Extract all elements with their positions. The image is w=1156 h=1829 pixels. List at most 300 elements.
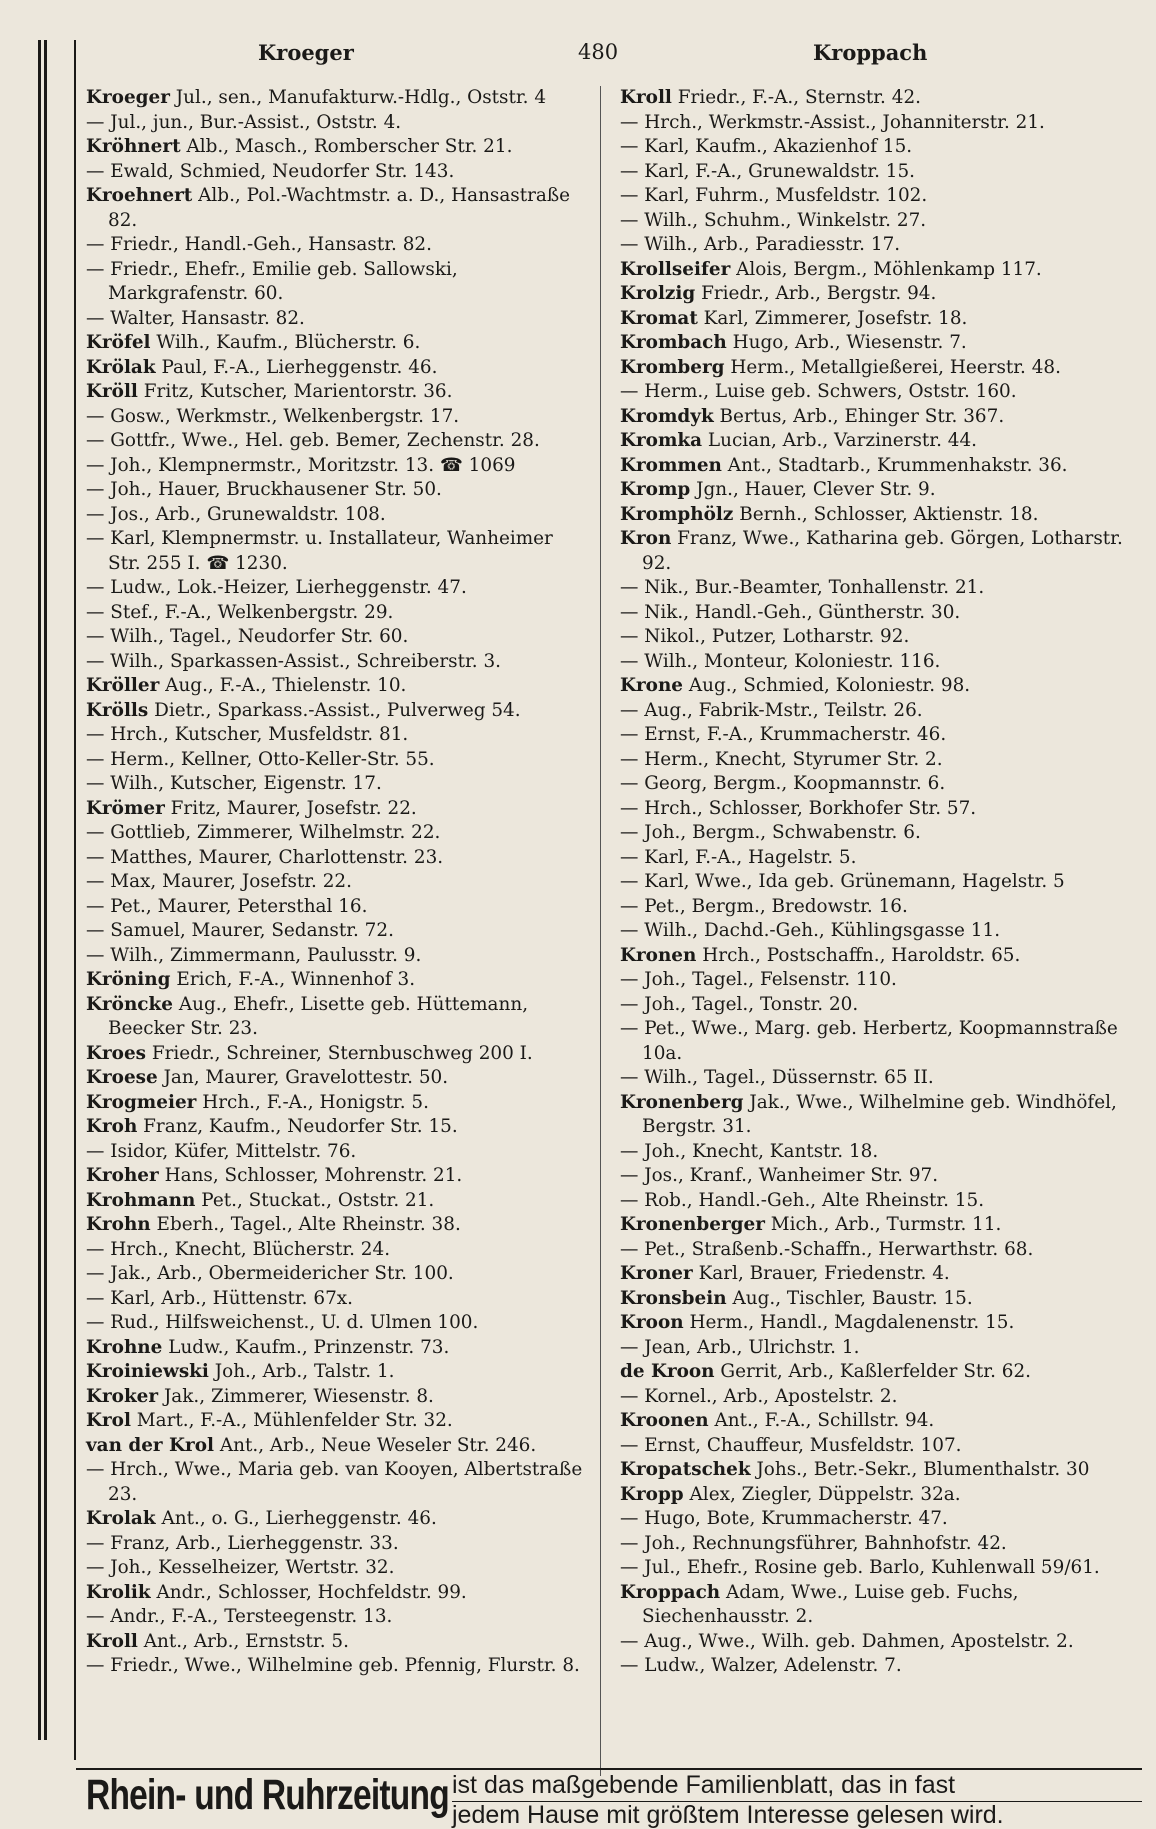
entry-details: — Rob., Handl.-Geh., Alte Rheinstr. 15. xyxy=(620,1189,985,1211)
entry-surname: Krolzig xyxy=(620,283,696,304)
entry-details: Herm., Handl., Magdalenenstr. 15. xyxy=(689,1312,1015,1333)
entry-surname: Kroher xyxy=(86,1165,159,1186)
directory-entry xyxy=(86,723,586,748)
directory-entry xyxy=(86,919,586,944)
entry-details: — Herm., Kellner, Otto-Keller-Str. 55. xyxy=(86,748,435,770)
entry-surname: Krolak xyxy=(86,1508,156,1529)
directory-entry xyxy=(86,478,586,503)
directory-entry xyxy=(620,1581,1140,1630)
entry-details: Dietr., Sparkass.-Assist., Pulverweg 54. xyxy=(154,699,521,721)
directory-entry xyxy=(620,527,1140,576)
entry-details: — Wilh., Sparkassen-Assist., Schreiberstr. 3. xyxy=(86,650,502,672)
entry-details: — Hrch., Kutscher, Musfeldstr. 81. xyxy=(86,724,409,745)
directory-entry xyxy=(86,674,586,699)
entry-details: — Isidor, Küfer, Mittelstr. 76. xyxy=(86,1140,357,1162)
directory-entry xyxy=(620,1091,1140,1140)
directory-entry xyxy=(86,1385,586,1410)
directory-entry xyxy=(620,454,1140,479)
entry-details: — Wilh., Schuhm., Winkelstr. 27. xyxy=(620,209,927,231)
directory-entry xyxy=(620,944,1140,969)
entry-details: — Jos., Kranf., Wanheimer Str. 97. xyxy=(620,1165,939,1186)
entry-surname: Kroese xyxy=(86,1067,158,1088)
entry-surname: Kröncke xyxy=(86,993,173,1015)
directory-entry xyxy=(86,1434,586,1459)
entry-details: Ant., o. G., Lierheggenstr. 46. xyxy=(161,1508,437,1529)
entry-details: — Wilh., Dachd.-Geh., Kühlingsgasse 11. xyxy=(620,920,1001,941)
entry-details: — Jean, Arb., Ulrichstr. 1. xyxy=(620,1336,860,1358)
entry-details: — Joh., Bergm., Schwabenstr. 6. xyxy=(620,822,921,843)
directory-entry xyxy=(620,1483,1140,1508)
entry-details: — Karl, Fuhrm., Musfeldstr. 102. xyxy=(620,185,928,206)
directory-entry xyxy=(86,870,586,895)
directory-entry xyxy=(86,454,586,479)
entry-details: — Franz, Arb., Lierheggenstr. 33. xyxy=(86,1532,399,1554)
directory-entry xyxy=(86,1409,586,1434)
directory-entry xyxy=(620,1189,1140,1214)
directory-entry xyxy=(620,233,1140,258)
entry-surname: Kröhnert xyxy=(86,136,181,157)
entry-details: — Wilh., Kutscher, Eigenstr. 17. xyxy=(86,773,382,794)
entry-surname: Kron xyxy=(620,528,672,549)
entry-details: Fritz, Maurer, Josefstr. 22. xyxy=(170,797,417,819)
directory-entry xyxy=(620,86,1140,111)
directory-entry xyxy=(86,1360,586,1385)
entry-surname: Kronen xyxy=(620,944,697,966)
directory-entry xyxy=(620,650,1140,675)
side-rule-outer xyxy=(38,40,41,1740)
entry-details: Paul, F.-A., Lierheggenstr. 46. xyxy=(161,356,438,378)
entry-surname: Kromdyk xyxy=(620,405,714,427)
side-rule-outer-2 xyxy=(44,40,47,1740)
directory-entry xyxy=(86,258,586,307)
entry-details: — Ludw., Walzer, Adelenstr. 7. xyxy=(620,1655,902,1676)
entry-details: Alois, Bergm., Möhlenkamp 117. xyxy=(736,258,1042,280)
directory-entry xyxy=(620,1336,1140,1361)
entry-details: Ludw., Kaufm., Prinzenstr. 73. xyxy=(168,1336,450,1358)
newspaper-ad-line2: jedem Hause mit größtem Interesse gelesen wird. xyxy=(452,1801,1142,1829)
entry-details: — Hugo, Bote, Krummacherstr. 47. xyxy=(620,1508,948,1529)
entry-details: Pet., Stuckat., Oststr. 21. xyxy=(201,1189,435,1211)
directory-entry xyxy=(86,405,586,430)
directory-entry xyxy=(86,1458,586,1507)
directory-entry xyxy=(620,846,1140,871)
directory-entry xyxy=(86,1238,586,1263)
entry-details: — Hrch., Schlosser, Borkhofer Str. 57. xyxy=(620,797,977,819)
directory-entry xyxy=(86,968,586,993)
entry-details: — Joh., Rechnungsführer, Bahnhofstr. 42. xyxy=(620,1532,1007,1554)
newspaper-ad-text xyxy=(452,1772,1142,1829)
entry-details: — Friedr., Handl.-Geh., Hansastr. 82. xyxy=(86,234,432,255)
directory-entry xyxy=(620,772,1140,797)
entry-details: — Nik., Handl.-Geh., Güntherstr. 30. xyxy=(620,601,961,623)
entry-details: Jgn., Hauer, Clever Str. 9. xyxy=(696,479,936,500)
directory-entry xyxy=(86,1213,586,1238)
entry-surname: Kroes xyxy=(86,1042,146,1064)
directory-entry xyxy=(86,503,586,528)
directory-entry xyxy=(620,870,1140,895)
entry-details: — Karl, Arb., Hüttenstr. 67x. xyxy=(86,1287,353,1309)
directory-entry xyxy=(86,748,586,773)
entry-surname: Kropp xyxy=(620,1483,684,1505)
entry-details: Ant., Arb., Neue Weseler Str. 246. xyxy=(219,1434,537,1456)
entry-surname: Kromberg xyxy=(620,356,725,378)
entry-details: Alb., Masch., Romberscher Str. 21. xyxy=(186,136,513,157)
directory-entry xyxy=(86,1605,586,1630)
entry-details: — Joh., Kesselheizer, Wertstr. 32. xyxy=(86,1557,395,1578)
directory-entry xyxy=(620,111,1140,136)
directory-entry xyxy=(620,674,1140,699)
directory-entry xyxy=(86,356,586,381)
entry-details: — Gottfr., Wwe., Hel. geb. Bemer, Zechenstr. 28. xyxy=(86,430,540,451)
entry-details: — Wilh., Tagel., Düssernstr. 65 II. xyxy=(620,1067,934,1088)
entry-surname: Kromphölz xyxy=(620,503,734,525)
newspaper-ad-title: Rhein- und Ruhrzeitung xyxy=(86,1771,449,1819)
entry-details: — Friedr., Ehefr., Emilie geb. Sallowski, Markgrafenstr. 60. xyxy=(86,258,458,304)
directory-entry xyxy=(86,160,586,185)
entry-details: Ant., Stadtarb., Krummenhakstr. 36. xyxy=(727,454,1068,476)
entry-details: — Karl, F.-A., Hagelstr. 5. xyxy=(620,846,857,868)
entry-details: — Hrch., Wwe., Maria geb. van Kooyen, Albertstraße 23. xyxy=(86,1459,583,1505)
entry-surname: Kronenberger xyxy=(620,1214,765,1235)
entry-details: Jan, Maurer, Gravelottestr. 50. xyxy=(163,1067,449,1088)
directory-entry xyxy=(86,331,586,356)
entry-details: — Max, Maurer, Josefstr. 22. xyxy=(86,871,352,892)
directory-entry xyxy=(86,821,586,846)
entry-surname: Kroner xyxy=(620,1263,693,1284)
directory-entry xyxy=(86,1262,586,1287)
entry-surname: Krol xyxy=(86,1410,131,1431)
entry-details: Adam, Wwe., Luise geb. Fuchs, Siechenhausstr. 2. xyxy=(642,1581,1019,1627)
directory-entry xyxy=(620,135,1140,160)
entry-details: — Pet., Bergm., Bredowstr. 16. xyxy=(620,895,908,917)
entry-surname: van der Krol xyxy=(86,1434,214,1456)
entry-details: — Wilh., Monteur, Koloniestr. 116. xyxy=(620,650,941,672)
directory-entry xyxy=(620,601,1140,626)
directory-entry xyxy=(86,111,586,136)
directory-entry xyxy=(620,895,1140,920)
directory-entry xyxy=(620,1213,1140,1238)
entry-details: — Aug., Fabrik-Mstr., Teilstr. 26. xyxy=(620,699,923,721)
entry-details: Alex, Ziegler, Düppelstr. 32a. xyxy=(689,1483,961,1505)
entry-surname: Krohne xyxy=(86,1336,163,1358)
directory-entry xyxy=(620,160,1140,185)
entry-details: — Ewald, Schmied, Neudorfer Str. 143. xyxy=(86,160,455,182)
entry-details: Herm., Metallgießerei, Heerstr. 48. xyxy=(730,356,1061,378)
entry-details: — Jul., jun., Bur.-Assist., Oststr. 4. xyxy=(86,111,402,133)
left-column xyxy=(86,86,586,1679)
directory-entry xyxy=(86,1336,586,1361)
directory-entry xyxy=(86,380,586,405)
entry-surname: Kroll xyxy=(620,87,672,108)
entry-details: — Ludw., Lok.-Heizer, Lierheggenstr. 47. xyxy=(86,577,467,598)
entry-details: — Jos., Arb., Grunewaldstr. 108. xyxy=(86,503,386,525)
directory-entry xyxy=(86,895,586,920)
entry-details: — Karl, Wwe., Ida geb. Grünemann, Hagelstr. 5 xyxy=(620,871,1065,892)
directory-entry xyxy=(620,699,1140,724)
directory-entry xyxy=(86,1581,586,1606)
entry-surname: Kroonen xyxy=(620,1410,709,1431)
right-column xyxy=(620,86,1140,1679)
entry-details: — Rud., Hilfsweichenst., U. d. Ulmen 100. xyxy=(86,1312,479,1333)
entry-details: Hrch., Postschaffn., Haroldstr. 65. xyxy=(702,944,1021,966)
column-divider xyxy=(600,86,601,1776)
directory-entry xyxy=(620,797,1140,822)
entry-surname: Kropatschek xyxy=(620,1459,751,1480)
entry-details: — Herm., Knecht, Styrumer Str. 2. xyxy=(620,748,943,770)
directory-entry xyxy=(86,1091,586,1116)
entry-surname: Kröfel xyxy=(86,332,151,353)
entry-details: Gerrit, Arb., Kaßlerfelder Str. 62. xyxy=(720,1361,1032,1382)
entry-details: Ant., F.-A., Schillstr. 94. xyxy=(714,1410,935,1431)
entry-details: — Ernst, Chauffeur, Musfeldstr. 107. xyxy=(620,1434,962,1456)
directory-entry xyxy=(86,601,586,626)
entry-details: Alb., Pol.-Wachtmstr. a. D., Hansastraße 82. xyxy=(108,185,571,231)
directory-entry xyxy=(86,944,586,969)
entry-details: — Jak., Arb., Obermeidericher Str. 100. xyxy=(86,1263,454,1284)
directory-entry xyxy=(86,846,586,871)
directory-entry xyxy=(86,1630,586,1655)
directory-entry xyxy=(620,405,1140,430)
entry-surname: Kronenberg xyxy=(620,1091,744,1113)
header-left-keyword: Kroeger xyxy=(258,40,354,65)
entry-details: Bernh., Schlosser, Aktienstr. 18. xyxy=(739,503,1039,525)
entry-details: — Wilh., Zimmermann, Paulusstr. 9. xyxy=(86,944,422,966)
entry-surname: Kroehnert xyxy=(86,185,193,206)
directory-entry xyxy=(86,576,586,601)
directory-entry xyxy=(86,1654,586,1679)
directory-entry xyxy=(86,135,586,160)
entry-details: Eberh., Tagel., Alte Rheinstr. 38. xyxy=(156,1214,461,1235)
entry-details: Mart., F.-A., Mühlenfelder Str. 32. xyxy=(136,1410,453,1431)
directory-entry xyxy=(620,1262,1140,1287)
directory-entry xyxy=(86,184,586,233)
entry-surname: Kromka xyxy=(620,430,703,451)
entry-details: — Jul., Ehefr., Rosine geb. Barlo, Kuhlenwall 59/61. xyxy=(620,1557,1100,1578)
entry-surname: Kröll xyxy=(86,381,138,402)
entry-surname: Krone xyxy=(620,675,684,696)
directory-entry xyxy=(620,1140,1140,1165)
entry-details: Johs., Betr.-Sekr., Blumenthalstr. 30 xyxy=(756,1459,1090,1480)
entry-details: — Herm., Luise geb. Schwers, Oststr. 160. xyxy=(620,381,1017,402)
entry-surname: Krolik xyxy=(86,1581,151,1603)
page-header xyxy=(78,40,1138,70)
directory-entry xyxy=(620,209,1140,234)
header-right-keyword: Kroppach xyxy=(813,40,928,65)
entry-details: — Andr., F.-A., Tersteegenstr. 13. xyxy=(86,1606,393,1627)
directory-entry xyxy=(86,429,586,454)
directory-entry xyxy=(86,1140,586,1165)
entry-details: — Pet., Maurer, Petersthal 16. xyxy=(86,895,368,917)
entry-details: — Aug., Wwe., Wilh. geb. Dahmen, Apostelstr. 2. xyxy=(620,1630,1074,1652)
directory-entry xyxy=(620,748,1140,773)
directory-entry xyxy=(620,356,1140,381)
entry-details: — Georg, Bergm., Koopmannstr. 6. xyxy=(620,773,946,794)
entry-details: Jak., Wwe., Wilhelmine geb. Windhöfel, Bergstr. 31. xyxy=(642,1091,1117,1137)
entry-details: Friedr., Arb., Bergstr. 94. xyxy=(701,283,937,304)
directory-entry xyxy=(620,331,1140,356)
directory-entry xyxy=(620,429,1140,454)
directory-entry xyxy=(86,1066,586,1091)
entry-details: Aug., Tischler, Baustr. 15. xyxy=(732,1287,973,1309)
newspaper-ad-line1: ist das maßgebende Familienblatt, das in fast xyxy=(452,1771,956,1799)
entry-details: Friedr., F.-A., Sternstr. 42. xyxy=(677,87,921,108)
entry-details: Franz, Wwe., Katharina geb. Görgen, Lotharstr. 92. xyxy=(642,528,1123,574)
entry-details: — Pet., Straßenb.-Schaffn., Herwarthstr. 68. xyxy=(620,1238,1034,1260)
entry-details: — Joh., Tagel., Tonstr. 20. xyxy=(620,993,859,1015)
directory-entry xyxy=(620,380,1140,405)
directory-entry xyxy=(86,772,586,797)
directory-entry xyxy=(620,282,1140,307)
entry-surname: Kroeger xyxy=(86,87,170,108)
entry-details: — Ernst, F.-A., Krummacherstr. 46. xyxy=(620,724,947,745)
directory-entry xyxy=(620,625,1140,650)
directory-entry xyxy=(86,1532,586,1557)
entry-details: — Hrch., Werkmstr.-Assist., Johanniterstr. 21. xyxy=(620,111,1045,133)
entry-surname: Krogmeier xyxy=(86,1091,197,1113)
entry-surname: Kroiniewski xyxy=(86,1361,209,1382)
entry-details: — Wilh., Arb., Paradiesstr. 17. xyxy=(620,234,901,255)
directory-entry xyxy=(86,86,586,111)
directory-entry xyxy=(86,699,586,724)
entry-surname: Kroll xyxy=(86,1630,138,1652)
entry-details: Ant., Arb., Ernststr. 5. xyxy=(143,1630,349,1652)
entry-surname: Kröning xyxy=(86,969,171,990)
entry-details: Franz, Kaufm., Neudorfer Str. 15. xyxy=(143,1116,458,1137)
entry-surname: Kromp xyxy=(620,479,691,500)
directory-entry xyxy=(620,993,1140,1018)
entry-details: Andr., Schlosser, Hochfeldstr. 99. xyxy=(156,1581,467,1603)
entry-details: Erich, F.-A., Winnenhof 3. xyxy=(176,969,416,990)
entry-details: — Karl, Kaufm., Akazienhof 15. xyxy=(620,136,913,157)
entry-details: Hrch., F.-A., Honigstr. 5. xyxy=(202,1091,429,1113)
entry-surname: Krohmann xyxy=(86,1189,196,1211)
entry-details: Karl, Brauer, Friedenstr. 4. xyxy=(698,1263,950,1284)
entry-surname: Kroon xyxy=(620,1312,684,1333)
entry-details: Lucian, Arb., Varzinerstr. 44. xyxy=(707,430,978,451)
directory-entry xyxy=(86,233,586,258)
directory-entry xyxy=(620,1066,1140,1091)
directory-entry xyxy=(620,919,1140,944)
entry-details: — Joh., Knecht, Kantstr. 18. xyxy=(620,1140,879,1162)
directory-entry xyxy=(86,650,586,675)
entry-details: Hugo, Arb., Wiesenstr. 7. xyxy=(732,332,967,353)
entry-surname: Kroker xyxy=(86,1385,159,1407)
directory-entry xyxy=(620,1164,1140,1189)
entry-surname: Krommen xyxy=(620,454,722,476)
entry-details: Bertus, Arb., Ehinger Str. 367. xyxy=(719,405,1005,427)
directory-entry xyxy=(620,307,1140,332)
entry-details: Wilh., Kaufm., Blücherstr. 6. xyxy=(156,332,421,353)
directory-entry xyxy=(86,1042,586,1067)
entry-details: — Joh., Klempnermstr., Moritzstr. 13. ☎ 1069 xyxy=(86,454,516,476)
entry-details: — Nikol., Putzer, Lotharstr. 92. xyxy=(620,626,910,647)
directory-entry xyxy=(86,1164,586,1189)
directory-entry xyxy=(86,993,586,1042)
entry-surname: Krollseifer xyxy=(620,258,731,280)
directory-entry xyxy=(620,1532,1140,1557)
entry-surname: Kröller xyxy=(86,675,160,696)
entry-details: Joh., Arb., Talstr. 1. xyxy=(214,1361,395,1382)
entry-details: — Friedr., Wwe., Wilhelmine geb. Pfennig, Flurstr. 8. xyxy=(86,1655,580,1676)
directory-entry xyxy=(620,1409,1140,1434)
directory-entry xyxy=(86,1287,586,1312)
entry-details: — Pet., Wwe., Marg. geb. Herbertz, Koopmannstraße 10a. xyxy=(620,1018,1118,1064)
entry-surname: Krombach xyxy=(620,332,727,353)
directory-entry xyxy=(620,1238,1140,1263)
directory-entry xyxy=(620,1360,1140,1385)
directory-entry xyxy=(620,1556,1140,1581)
entry-details: — Kornel., Arb., Apostelstr. 2. xyxy=(620,1385,898,1407)
entry-surname: Kroh xyxy=(86,1116,138,1137)
directory-entry xyxy=(86,1189,586,1214)
directory-entry xyxy=(620,1434,1140,1459)
directory-entry xyxy=(620,723,1140,748)
entry-surname: Kronsbein xyxy=(620,1287,727,1309)
directory-entry xyxy=(620,1385,1140,1410)
directory-entry xyxy=(620,1017,1140,1066)
directory-entry xyxy=(86,1507,586,1532)
entry-details: — Walter, Hansastr. 82. xyxy=(86,307,305,329)
directory-entry xyxy=(620,503,1140,528)
directory-entry xyxy=(86,307,586,332)
directory-entry xyxy=(620,1458,1140,1483)
entry-details: Mich., Arb., Turmstr. 11. xyxy=(770,1214,1002,1235)
directory-entry xyxy=(620,1630,1140,1655)
entry-details: — Wilh., Tagel., Neudorfer Str. 60. xyxy=(86,626,409,647)
entry-details: Friedr., Schreiner, Sternbuschweg 200 I. xyxy=(151,1042,533,1064)
entry-details: Aug., Schmied, Koloniestr. 98. xyxy=(688,675,971,696)
entry-surname: Krölak xyxy=(86,356,156,378)
directory-entry xyxy=(620,258,1140,283)
entry-details: — Joh., Hauer, Bruckhausener Str. 50. xyxy=(86,479,442,500)
entry-details: Fritz, Kutscher, Marientorstr. 36. xyxy=(143,381,453,402)
directory-entry xyxy=(86,1115,586,1140)
entry-surname: de Kroon xyxy=(620,1361,715,1382)
directory-entry xyxy=(620,1654,1140,1679)
entry-details: — Matthes, Maurer, Charlottenstr. 23. xyxy=(86,846,444,868)
entry-details: — Gottlieb, Zimmerer, Wilhelmstr. 22. xyxy=(86,822,441,843)
directory-entry xyxy=(620,821,1140,846)
entry-details: — Nik., Bur.-Beamter, Tonhallenstr. 21. xyxy=(620,577,985,598)
entry-details: — Stef., F.-A., Welkenbergstr. 29. xyxy=(86,601,394,623)
directory-entry xyxy=(86,1556,586,1581)
entry-surname: Kroppach xyxy=(620,1581,721,1603)
directory-entry xyxy=(86,625,586,650)
directory-entry xyxy=(620,478,1140,503)
directory-entry xyxy=(620,1507,1140,1532)
entry-details: Jul., sen., Manufakturw.-Hdlg., Oststr. 4 xyxy=(175,87,547,108)
entry-details: Hans, Schlosser, Mohrenstr. 21. xyxy=(164,1165,463,1186)
directory-entry xyxy=(86,1311,586,1336)
entry-surname: Krohn xyxy=(86,1214,151,1235)
entry-details: — Karl, F.-A., Grunewaldstr. 15. xyxy=(620,160,916,182)
page-number: 480 xyxy=(578,40,619,64)
entry-surname: Krömer xyxy=(86,797,165,819)
entry-surname: Krölls xyxy=(86,699,149,721)
entry-details: Aug., Ehefr., Lisette geb. Hüttemann, Beecker Str. 23. xyxy=(108,993,529,1039)
entry-surname: Kromat xyxy=(620,307,698,329)
entry-details: — Karl, Klempnermstr. u. Installateur, Wanheimer Str. 255 I. ☎ 1230. xyxy=(86,528,553,574)
directory-entry xyxy=(620,1287,1140,1312)
side-rule-inner xyxy=(74,40,76,1760)
directory-entry xyxy=(86,797,586,822)
entry-details: Aug., F.-A., Thielenstr. 10. xyxy=(165,675,407,696)
directory-entry xyxy=(620,576,1140,601)
entry-details: Karl, Zimmerer, Josefstr. 18. xyxy=(703,307,968,329)
directory-entry xyxy=(86,527,586,576)
entry-details: — Samuel, Maurer, Sedanstr. 72. xyxy=(86,920,394,941)
entry-details: Jak., Zimmerer, Wiesenstr. 8. xyxy=(163,1385,434,1407)
